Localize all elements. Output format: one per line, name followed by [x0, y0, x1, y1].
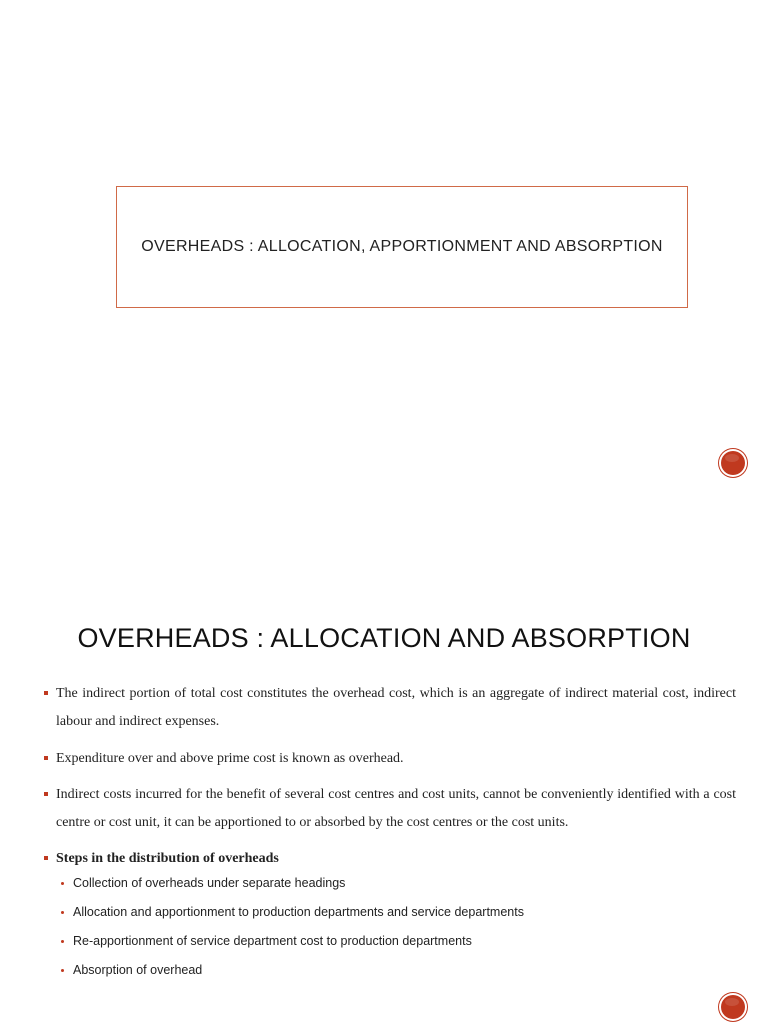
bullet-text: Steps in the distribution of overheads: [56, 851, 279, 866]
round-bullet-icon: [61, 940, 64, 943]
list-item: [44, 680, 736, 736]
bullet-list: [44, 680, 736, 881]
list-item: [61, 927, 524, 956]
list-item: [61, 869, 524, 898]
sub-bullet-text: Absorption of overhead: [73, 963, 203, 977]
slide-2: [0, 512, 768, 1024]
square-bullet-icon: [44, 856, 48, 860]
slide-heading: OVERHEADS : ALLOCATION AND ABSORPTION: [77, 623, 691, 653]
round-bullet-icon: [61, 882, 64, 885]
list-item: [61, 956, 524, 985]
list-item: [44, 781, 736, 837]
bullet-text: Indirect costs incurred for the benefit of several cost centres and cost units, cannot be conveniently identified with a cost centre or cost unit, it can be apportioned to or absorbed by the cost centres or the cost units.: [56, 787, 736, 830]
sub-bullet-text: Re-apportionment of service department cost to production departments: [73, 934, 472, 948]
list-item: [44, 745, 736, 773]
sub-bullet-text: Allocation and apportionment to production departments and service departments: [73, 905, 524, 919]
list-item: [61, 898, 524, 927]
slide-number-marker-icon: [721, 451, 745, 475]
square-bullet-icon: [44, 792, 48, 796]
bullet-text: Expenditure over and above prime cost is known as overhead.: [56, 751, 404, 766]
slide-number-marker-icon: [721, 995, 745, 1019]
title-box: [116, 186, 688, 308]
sub-bullet-text: Collection of overheads under separate headings: [73, 876, 346, 890]
round-bullet-icon: [61, 969, 64, 972]
bullet-text: The indirect portion of total cost constitutes the overhead cost, which is an aggregate of indirect material cost, indirect labour and indirect expenses.: [56, 686, 736, 729]
sub-bullet-list: [61, 869, 524, 985]
round-bullet-icon: [61, 911, 64, 914]
slide-title: OVERHEADS : ALLOCATION, APPORTIONMENT AND ABSORPTION: [141, 238, 663, 255]
square-bullet-icon: [44, 691, 48, 695]
square-bullet-icon: [44, 756, 48, 760]
